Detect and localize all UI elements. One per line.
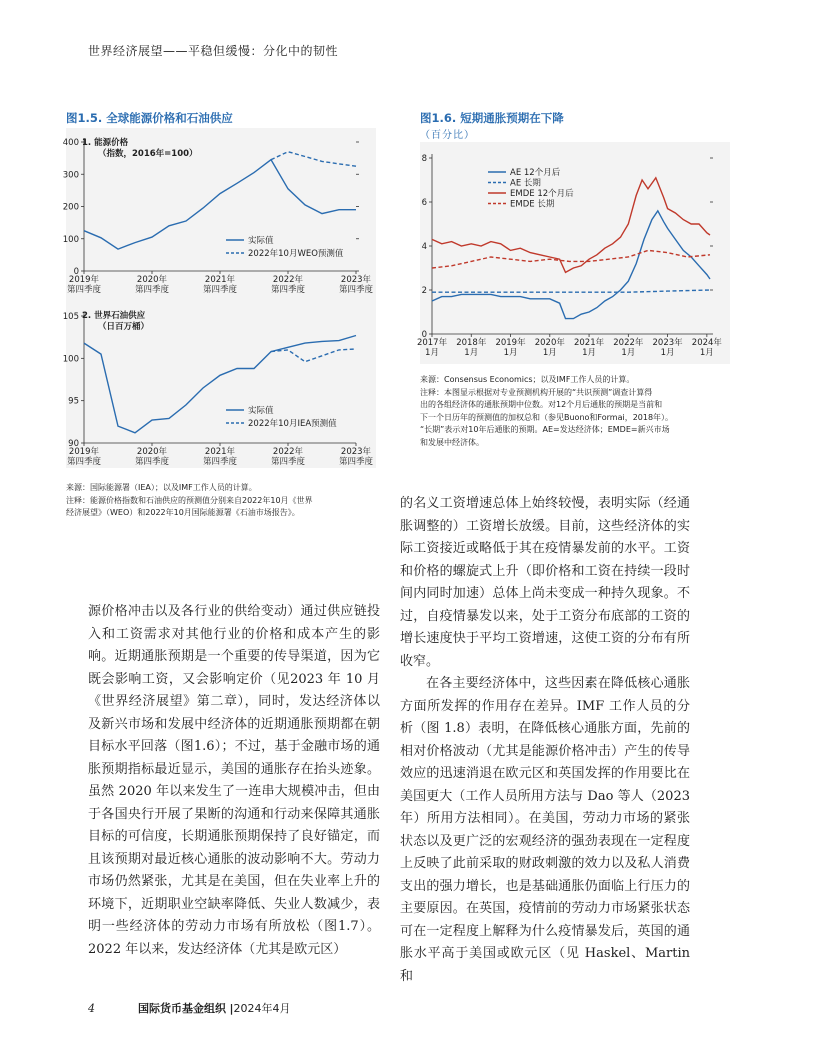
note-line: 注释：本图显示根据对专业预测机构开展的“共识预测”调查计算得	[420, 387, 653, 397]
x-tick-label: 2021年	[204, 447, 236, 457]
x-tick-label: 第四季度	[270, 457, 306, 467]
x-tick-label: 2023年	[340, 447, 372, 457]
x-tick-label: 2017年	[416, 338, 448, 348]
note-line: 和发展中经济体。	[420, 437, 484, 447]
x-tick-label: 1月	[503, 348, 518, 358]
figure-1-5-title: 图1.5. 全球能源价格和石油供应	[66, 111, 233, 125]
x-tick-label: 2020年	[136, 275, 168, 285]
figure-1-6-title: 图1.6. 短期通胀预期在下降	[420, 111, 564, 125]
series-line-0	[432, 211, 710, 319]
note-line: 出的各组经济体的通胀预期中位数。对12个月后通胀的预期是当前和	[420, 400, 663, 409]
energy-price-chart	[62, 128, 376, 298]
x-tick-label: 2019年	[68, 275, 100, 285]
x-tick-label: 1月	[660, 348, 675, 358]
x-tick-label: 1月	[425, 348, 439, 358]
figure-1-5-panel	[62, 128, 376, 468]
y-tick-label: 8	[421, 154, 427, 164]
x-tick-label: 第四季度	[270, 285, 306, 295]
x-tick-label: 2020年	[136, 447, 168, 457]
oil-supply-chart	[62, 298, 376, 468]
page-number: 4	[88, 1002, 95, 1015]
x-tick-label: 1月	[542, 348, 557, 358]
y-tick-label: 100	[62, 234, 79, 245]
y-tick-label: 4	[421, 242, 427, 252]
x-tick-label: 1月	[464, 348, 479, 358]
legend-label: AE 长期	[510, 178, 541, 189]
x-tick-label: 2021年	[204, 275, 236, 285]
series-line-1	[432, 290, 710, 292]
y-tick-label: 100	[62, 354, 79, 365]
legend-label: 2022年10月IEA预测值	[248, 419, 337, 429]
y-tick-label: 0	[73, 267, 79, 277]
figure-1-6-panel	[416, 142, 730, 364]
figure-1-5-notes	[66, 482, 386, 520]
x-tick-label: 2024年	[691, 338, 722, 348]
x-tick-label: 2023年	[652, 338, 683, 348]
note-line: “长期”表示对10年后通胀的预期。AE=发达经济体；EMDE=新兴市场	[420, 425, 670, 434]
unit-label: （指数，2016年=100）	[98, 149, 198, 159]
unit-label: （日百万桶）	[98, 322, 150, 332]
x-tick-label: 2023年	[340, 275, 372, 285]
x-tick-label: 第四季度	[66, 285, 102, 295]
legend-label: EMDE 12个月后	[510, 189, 574, 199]
x-tick-label: 2019年	[68, 447, 100, 457]
note-line: 来源：国际能源署（IEA）；以及IMF工作人员的计算。	[66, 483, 257, 492]
body-paragraph: 的名义工资增速总体上始终较慢，表明实际（经通胀调整的）工资增长放缓。目前，这些经济体的实际工资接近或略低于其在疫情暴发前的水平。工资和价格的螺旋式上升（即价格和工资在持续一段时间内同时加速）总体上尚未变成一种持久现象。不过，自疫情暴发以来，处于工资分布底部的工资的增长速度快于平均工资增速，这使工资的分布有所收窄。	[400, 496, 690, 669]
x-tick-label: 2020年	[534, 338, 565, 348]
y-tick-label: 6	[421, 198, 427, 208]
x-tick-label: 1月	[621, 348, 636, 358]
y-tick-label: 400	[62, 138, 79, 148]
x-tick-label: 1月	[582, 348, 597, 358]
legend-label: 实际值	[248, 236, 274, 246]
note-line: 经济展望》（WEO）和2022年10月国际能源署《石油市场报告》。	[66, 508, 300, 517]
panel-title: 1. 能源价格	[82, 138, 129, 148]
y-tick-label: 95	[68, 396, 79, 407]
x-tick-label: 1月	[699, 348, 714, 358]
series-line-1	[271, 349, 356, 362]
note-line: 下一个日历年的预测值的加权总和（参见Buono和Formai，2018年）。	[420, 412, 674, 422]
x-tick-label: 第四季度	[66, 457, 102, 467]
x-tick-label: 2022年	[613, 338, 644, 348]
x-tick-label: 2021年	[573, 338, 605, 348]
x-tick-label: 第四季度	[202, 285, 238, 295]
y-tick-label: 90	[68, 439, 79, 449]
body-left-paragraph: 源价格冲击以及各行业的供给变动）通过供应链投入和工资需求对其他行业的价格和成本产生的影响。近期通胀预期是一个重要的传导渠道，因为它既会影响工资，又会影响定价（见2023 年 10 月《世界经济展望》第二章），同时，发达经济体以及新兴市场和发展中经济体的近期通胀预期都在朝目标水平回落（图1.6）；不过，基于金融市场的通胀预期指标最近显示，美国的通胀存在抬头迹象。虽然 2020 年以来发生了一连串大规模冲击，但由于各国央行开展了果断的沟通和行动来保障其通胀目标的可信度，长期通胀预期保持了良好锚定，而且该预期对最近核心通胀的波动影响不大。劳动力市场仍然紧张，尤其是在美国，但在失业率上升的环境下，近期职业空缺率降低、失业人数减少，表明一些经济体的劳动力市场有所放松（图1.7）。2022 年以来，发达经济体（尤其是欧元区）	[88, 604, 380, 957]
footer-org: 国际货币基金组织	[138, 1002, 226, 1015]
x-tick-label: 第四季度	[338, 457, 374, 467]
x-tick-label: 2018年	[456, 338, 487, 348]
body-right-column	[400, 493, 690, 988]
panel-title: 2. 世界石油供应	[82, 311, 146, 321]
footer-date: 2024年4月	[233, 1002, 291, 1015]
x-tick-label: 第四季度	[134, 457, 170, 467]
legend-label: 2022年10月WEO预测值	[248, 249, 344, 259]
y-tick-label: 105	[62, 312, 79, 322]
y-tick-label: 300	[62, 170, 79, 181]
note-line: 来源：Consensus Economics；以及IMF工作人员的计算。	[420, 375, 635, 384]
x-tick-label: 2022年	[272, 275, 304, 285]
x-tick-label: 2019年	[495, 338, 526, 348]
y-tick-label: 0	[421, 330, 427, 340]
x-tick-label: 2022年	[272, 447, 304, 457]
series-line-1	[271, 152, 356, 167]
figure-1-6-notes	[420, 374, 735, 449]
y-tick-label: 2	[421, 286, 427, 296]
legend-label: 实际值	[248, 406, 274, 416]
legend-label: EMDE 长期	[510, 199, 555, 210]
figure-1-6-subtitle: （百分比）	[420, 130, 475, 141]
page-footer: 4 国际货币基金组织 |2024年4月	[88, 1002, 291, 1015]
note-line: 注释：能源价格指数和石油供应的预测值分别来自2022年10月《世界	[66, 495, 313, 505]
legend-label: AE 12个月后	[510, 168, 561, 178]
x-tick-label: 第四季度	[134, 285, 170, 295]
series-line-3	[432, 250, 710, 268]
inflation-expectations-chart	[416, 142, 730, 364]
y-tick-label: 200	[62, 202, 79, 213]
x-tick-label: 第四季度	[338, 285, 374, 295]
body-paragraph: 在各主要经济体中，这些因素在降低核心通胀方面所发挥的作用存在差异。IMF 工作人员的分析（图 1.8）表明，在降低核心通胀方面，先前的相对价格波动（尤其是能源价格冲击）产生的传导效应的迅速消退在欧元区和英国发挥的作用要比在美国更大（工作人员所用方法与 Dao 等人（2023 年）所用方法相同）。在美国，劳动力市场的紧张状态以及更广泛的宏观经济的强劲表现在一定程度上反映了此前采取的财政刺激的效力以及私人消费支出的强力增长，也是基础通胀仍面临上行压力的主要原因。在英国，疫情前的劳动力市场紧张状态可在一定程度上解释为什么疫情暴发后，英国的通胀水平高于美国或欧元区（见 Haskel、Martin 和	[400, 676, 690, 984]
running-title: 世界经济展望——平稳但缓慢：分化中的韧性	[88, 44, 339, 58]
series-line-0	[84, 160, 356, 249]
x-tick-label: 第四季度	[202, 457, 238, 467]
